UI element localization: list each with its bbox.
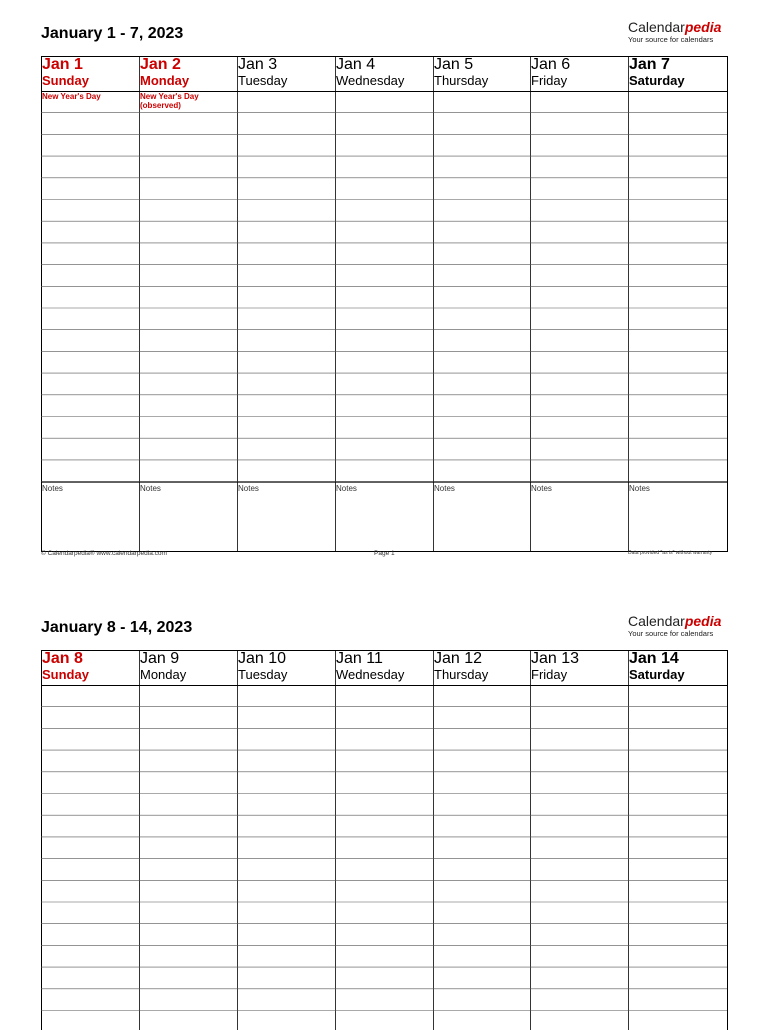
- day-header-monday: [140, 56, 237, 91]
- footer-copyright: © Calendarpedia® www.calendarpedia.com: [41, 550, 167, 557]
- brand-logo: [628, 20, 728, 44]
- brand-tagline: Your source for calendars: [628, 35, 714, 44]
- notes-label: Notes: [42, 484, 63, 493]
- notes-label: Notes: [140, 484, 161, 493]
- day-header-saturday: [629, 56, 726, 91]
- notes-label: Notes: [336, 484, 357, 493]
- holiday-label: New Year's Day: [42, 92, 101, 101]
- day-header-tuesday: [238, 56, 335, 91]
- notes-label: Notes: [531, 484, 552, 493]
- day-name: Wednesday: [336, 73, 405, 88]
- week-title: January 8 - 14, 2023: [41, 619, 193, 636]
- notes-label: Notes: [238, 484, 259, 493]
- day-header-wednesday: [336, 56, 433, 91]
- day-name: Wednesday: [336, 667, 405, 682]
- grid-lines: [41, 56, 727, 552]
- day-date: Jan 2: [140, 56, 181, 73]
- day-date: Jan 6: [531, 56, 571, 73]
- day-header-thursday: [434, 650, 531, 685]
- footer-disclaimer: Data provided "as is" without warranty: [628, 550, 713, 556]
- brand-name-accent: pedia: [684, 613, 722, 629]
- brand-tagline: Your source for calendars: [628, 629, 714, 638]
- notes-label: Notes: [629, 484, 650, 493]
- holiday-label: New Year's Day (observed): [140, 92, 199, 110]
- day-header-sunday: [42, 650, 139, 685]
- day-header-monday: [140, 650, 237, 685]
- day-date: Jan 7: [629, 56, 670, 73]
- day-date: Jan 1: [42, 56, 83, 73]
- day-date: Jan 12: [434, 650, 483, 667]
- week-grid: [41, 650, 727, 682]
- notes-label: Notes: [434, 484, 455, 493]
- day-name: Sunday: [42, 667, 89, 682]
- day-name: Tuesday: [238, 667, 288, 682]
- footer-page: Page 1: [374, 550, 395, 557]
- day-name: Sunday: [42, 73, 89, 88]
- day-date: Jan 5: [434, 56, 474, 73]
- week-grid: [41, 56, 727, 493]
- day-date: Jan 10: [238, 650, 287, 667]
- brand-logo: [628, 614, 728, 638]
- day-date: Jan 13: [531, 650, 580, 667]
- day-date: Jan 14: [629, 650, 679, 667]
- day-date: Jan 4: [336, 56, 376, 73]
- day-name: Monday: [140, 667, 187, 682]
- day-date: Jan 3: [238, 56, 278, 73]
- day-name: Friday: [531, 667, 568, 682]
- day-header-sunday: [42, 56, 139, 91]
- day-header-saturday: [629, 650, 726, 685]
- day-date: Jan 9: [140, 650, 180, 667]
- day-name: Friday: [531, 73, 568, 88]
- day-header-thursday: [434, 56, 531, 91]
- day-header-friday: [531, 56, 628, 91]
- day-header-friday: [531, 650, 628, 685]
- brand-name: Calendar: [628, 613, 685, 629]
- day-date: Jan 11: [336, 650, 383, 667]
- brand-name: Calendar: [628, 19, 685, 35]
- brand-name-accent: pedia: [684, 19, 722, 35]
- day-name: Saturday: [629, 73, 685, 88]
- week-title: January 1 - 7, 2023: [41, 25, 184, 42]
- day-header-wednesday: [336, 650, 433, 685]
- day-name: Thursday: [434, 667, 489, 682]
- day-name: Tuesday: [238, 73, 288, 88]
- grid-lines: [41, 650, 727, 1030]
- day-header-tuesday: [238, 650, 335, 685]
- day-date: Jan 8: [42, 650, 83, 667]
- day-name: Monday: [140, 73, 190, 88]
- day-name: Thursday: [434, 73, 489, 88]
- day-name: Saturday: [629, 667, 685, 682]
